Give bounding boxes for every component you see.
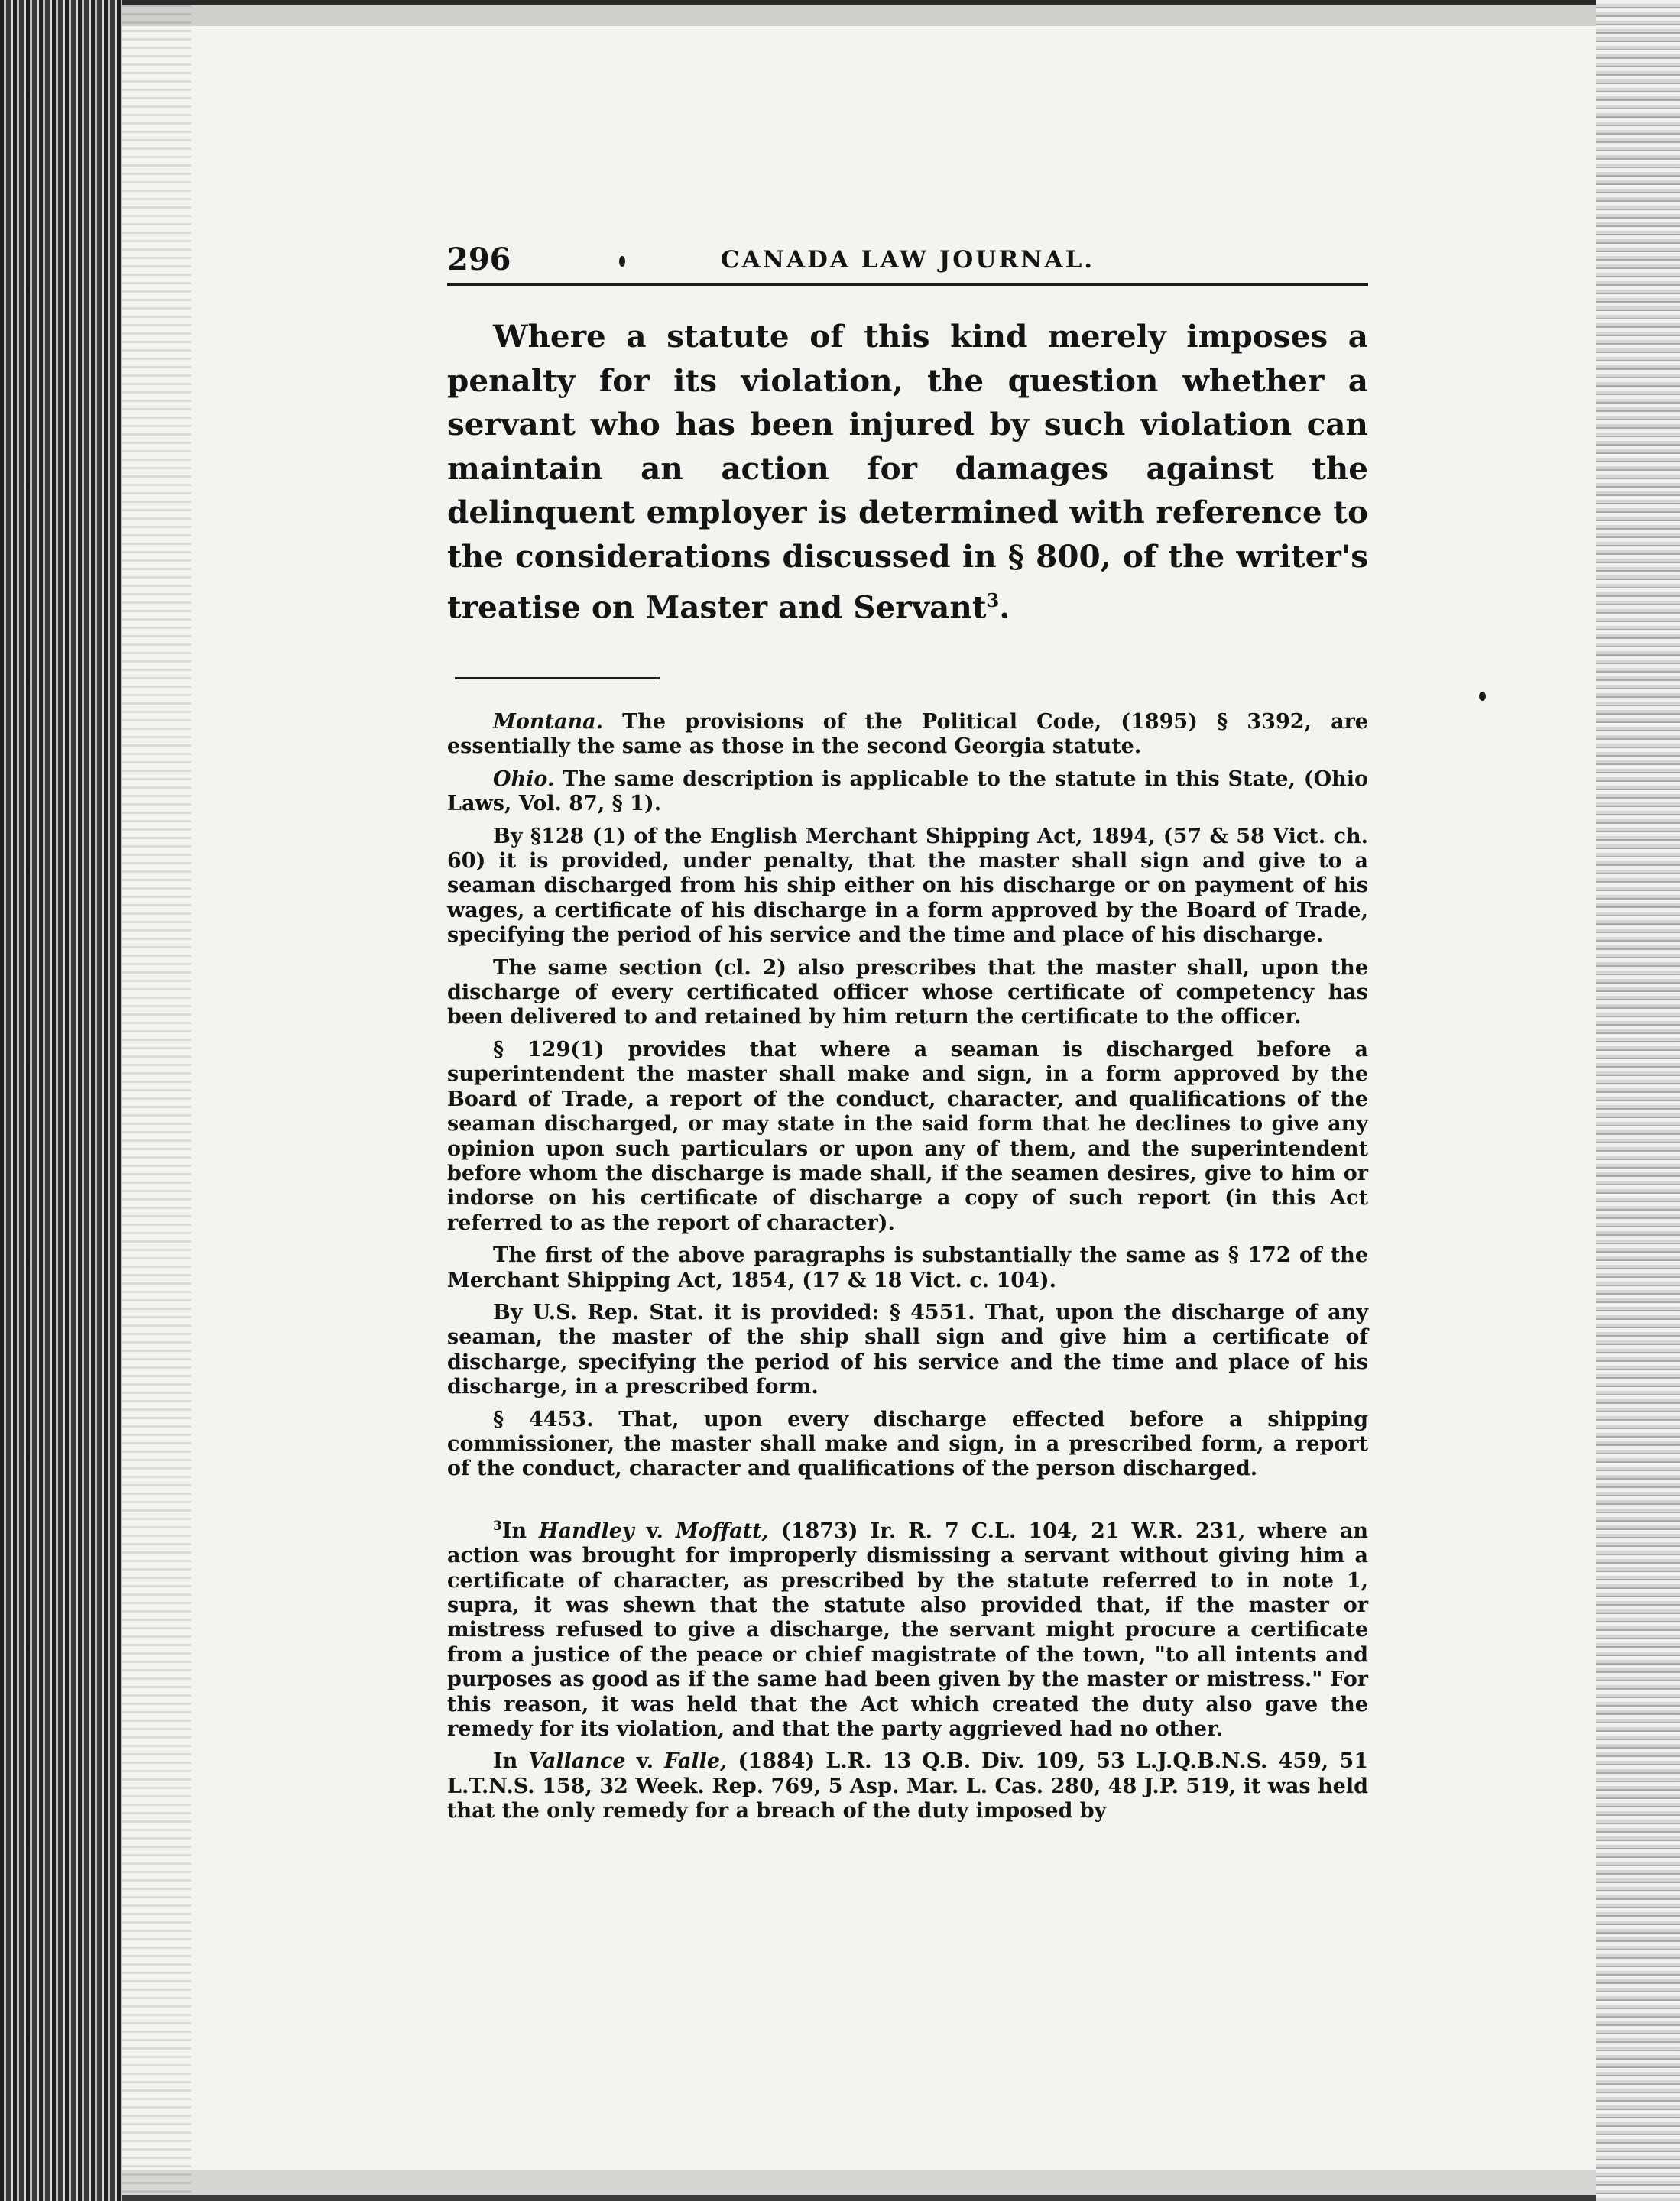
footnote-section-129: § 129(1) provides that where a seaman is discharged before a superintendent the master shall make and sign, in a form approved by the Board of Trade, a report of the conduct, character, and qualifications of the seaman discharged, or may state in the said form that he declines to give any opinion upon such particulars or upon any of them, and the superintendent before whom the discharge is made shall, if the seamen desires, give to him or indorse on his certificate of discharge a copy of such report (in this Act referred to as the report of character). [447, 1037, 1368, 1235]
footnote-montana [447, 710, 1368, 760]
footnote-lead: Montana. [493, 710, 604, 734]
footnote-text: In [501, 1519, 540, 1543]
footnote-text: The provisions of the Political Code, (1895) § 3392, are essentially the same as those in the second Georgia statute. [447, 710, 1368, 759]
body-paragraph [447, 315, 1368, 630]
case-name: Vallance [528, 1749, 626, 1774]
document-page [447, 237, 1368, 1832]
footnote-lead: Ohio. [493, 767, 555, 791]
footnote-3-handley [447, 1514, 1368, 1742]
body-end-punct: . [999, 588, 1010, 626]
footnote-ohio [447, 767, 1368, 817]
page-edge-bottom [122, 2170, 1596, 2201]
running-head [447, 237, 1368, 286]
footnote-text: (1873) Ir. R. 7 C.L. 104, 21 W.R. 231, where an action was brought for improperly dismissing a servant without giving him a certificate of character, as prescribed by the statute referred to in note 1, supra, it was shewn that the statute also provided that, if the master or mistress refused to give a discharge, the servant might procure a certificate from a justice of the peace or chief magistrate of the town, "to all intents and purposes as good as if the same had been given by the master or mistress." For this reason, it was held that the Act which created the duty also gave the remedy for its violation, and that the party aggrieved had no other. [447, 1519, 1368, 1742]
binding-edge-left [0, 0, 122, 2201]
footnote-first-paragraph: The first of the above paragraphs is substantially the same as § 172 of the Merchant Shipping Act, 1854, (17 & 18 Vict. c. 104). [447, 1243, 1368, 1292]
case-name: Handley [539, 1519, 634, 1543]
footnote-merchant-shipping-128: By §128 (1) of the English Merchant Shipping Act, 1894, (57 & 58 Vict. ch. 60) it is provided, under penalty, that the master shall sign and give to a seaman discharged from his ship either on his discharge or on payment of his wages, a certificate of his discharge in a form approved by the Board of Trade, specifying the period of his service and the time and place of his discharge. [447, 824, 1368, 948]
binding-shadow [122, 0, 191, 2201]
journal-title: CANADA LAW JOURNAL. [720, 246, 1095, 274]
footnote-text: In [493, 1749, 529, 1774]
footnote-us-4453: § 4453. That, upon every discharge effected before a shipping commissioner, the master shall make and sign, in a prescribed form, a report of the conduct, character and qualifications of the person discharged. [447, 1407, 1368, 1481]
case-name: Falle, [664, 1749, 728, 1774]
footnote-reference: 3 [986, 589, 1000, 611]
footnote-text: (1884) L.R. 13 Q.B. Div. 109, 53 L.J.Q.B.N.S. 459, 51 L.T.N.S. 158, 32 Week. Rep. 769, 5 Asp. Mar. L. Cas. 280, 48 J.P. 519, it was held that the only remedy for a breach of the duty imposed by [447, 1749, 1368, 1823]
case-name: Moffatt, [675, 1519, 769, 1543]
ink-speck [1479, 692, 1486, 701]
page-edge-right [1596, 0, 1680, 2201]
footnote-text: The same description is applicable to the statute in this State, (Ohio Laws, Vol. 87, § 1). [447, 767, 1368, 816]
page-edge-top [122, 0, 1596, 26]
footnote-marker: 3 [493, 1518, 502, 1534]
footnote-text: v. [625, 1749, 665, 1774]
footnote-divider [455, 677, 660, 679]
footnote-text: v. [634, 1519, 676, 1543]
footnote-us-4551: By U.S. Rep. Stat. it is provided: § 4551. That, upon the discharge of any seaman, the master of the ship shall sign and give him a certificate of discharge, specifying the period of his service and the time and place of his discharge, in a prescribed form. [447, 1300, 1368, 1399]
body-text: Where a statute of this kind merely imposes a penalty for its violation, the question whether a servant who has been injured by such violation can maintain an action for damages against the delinquent employer is determined with reference to the considerations discussed in § 800, of the writer's treatise on Master and Servant [447, 318, 1368, 626]
page-number: 296 [447, 241, 511, 277]
footnote-same-section: The same section (cl. 2) also prescribes that the master shall, upon the discharge of every certificated officer whose certificate of competency has been delivered to and retained by him return the certificate to the officer. [447, 955, 1368, 1029]
footnote-vallance [447, 1749, 1368, 1823]
